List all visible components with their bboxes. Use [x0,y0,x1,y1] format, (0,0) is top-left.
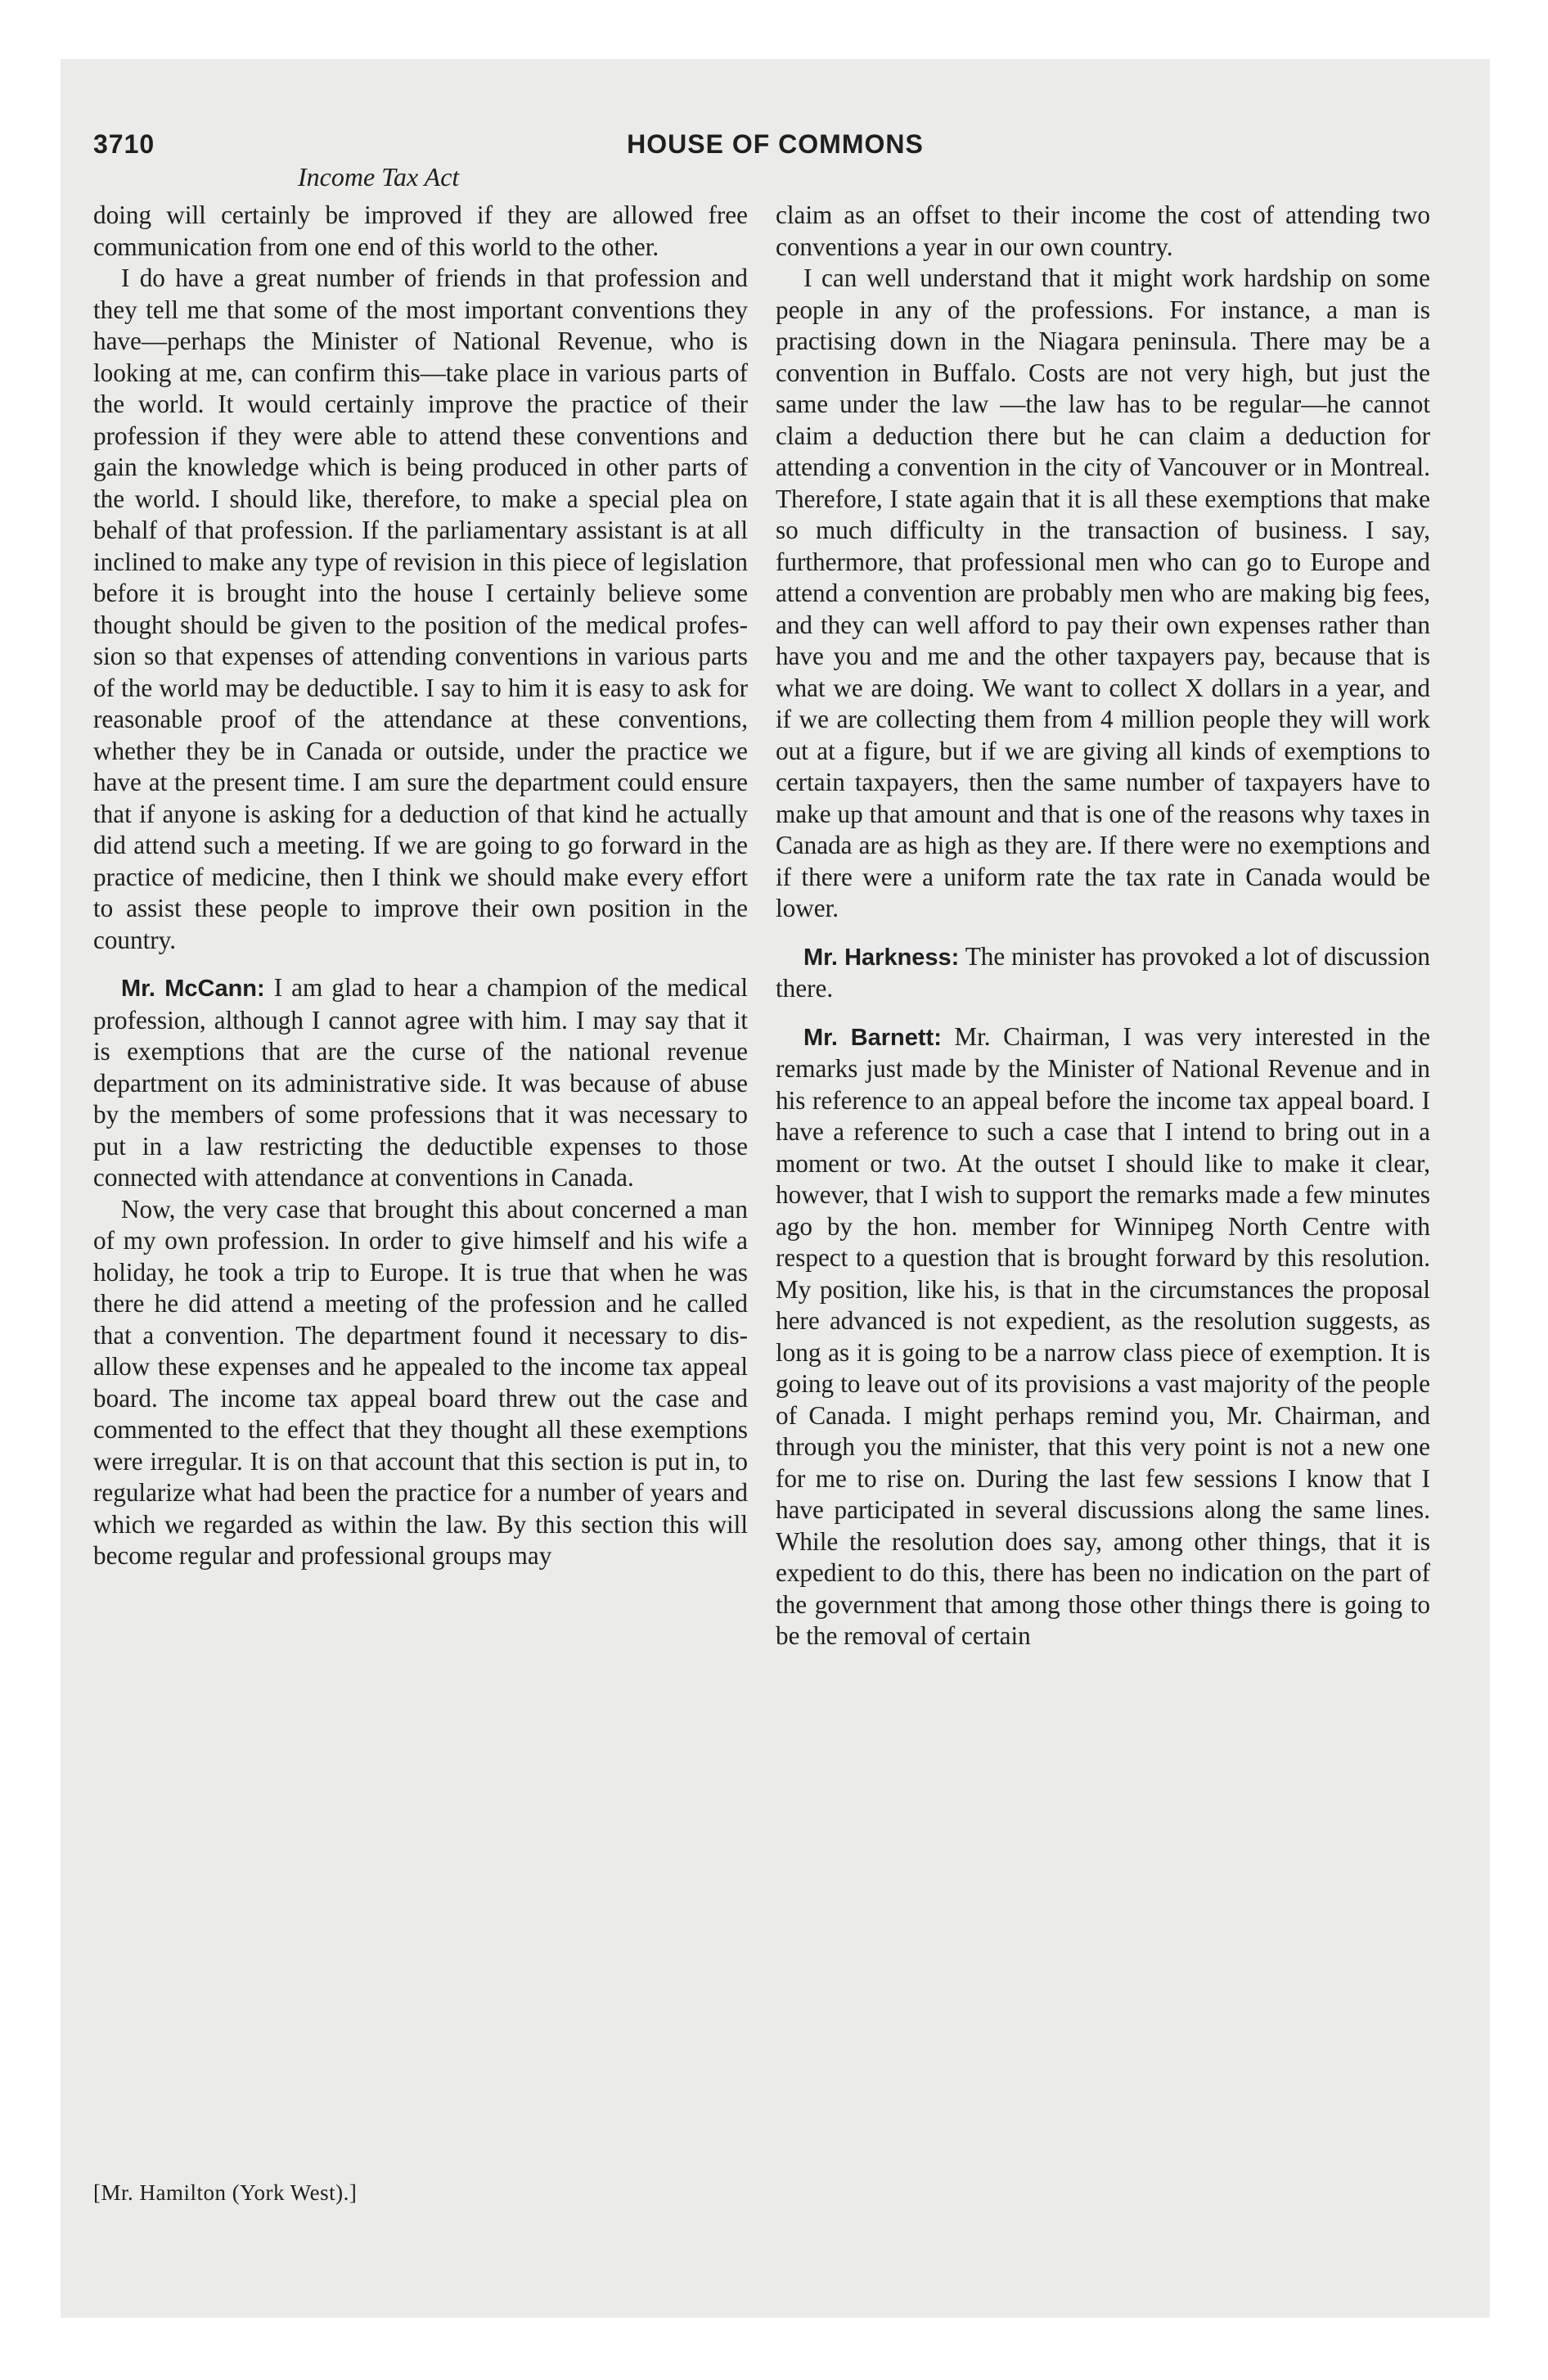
scanned-page [61,59,1490,2318]
speaker-attribution-footer: [Mr. Hamilton (York West).] [93,2180,358,2205]
speech-paragraph [93,972,748,1194]
speech-text: Mr. Chairman, I was very interested in the remarks just made by the Minister of National Revenue and in his reference to an appeal before the income tax appeal board. I have a reference to such a case that I intend to bring out in a moment or two. At the outset I should like to make it clear, however, that I wish to support the remarks made a few minutes ago by the hon. member for Winnipeg North Centre with respect to a question that is brought forward by this resolution. My position, like his, is that in the circumstances the proposal here advanced is not expedient, as the resolution suggests, as long as it is going to be a narrow class piece of exemption. It is going to leave out of its provisions a vast majority of the people of Canada. I might perhaps remind you, Mr. Chairman, and through you the minister, that this very point is not a new one for me to rise on. During the last few sessions I know that I have participated in several discussions along the same lines. While the resolution does say, among other things, that it is expedient to do this, there has been no indication on the part of the government that among those other things there is going to be the removal of certain [776,1021,1430,1650]
speech-text: The minister has provoked a lot of discussion there. [776,941,1430,1003]
paragraph: I do have a great number of friends in that profession and they tell me that some of the most important conventions they have—perhaps the Minister of National Revenue, who is looking at me, can confirm this—take place in various parts of the world. It would certainly improve the practice of their profession if they were able to attend these conventions and gain the knowledge which is being produced in other parts of the world. I should like, therefore, to make a special plea on behalf of that profession. If the parliamentary assistant is at all inclined to make any type of revision in this piece of legislation before it is brought into the house I certainly believe some thought should be given to the position of the medical profession so that expenses of attending conventions in various parts of the world may be deductible. I say to him it is easy to ask for reasonable proof of the attendance at these conventions, whether they be in Canada or outside, under the practice we have at the present time. I am sure the department could ensure that if anyone is asking for a deduction of that kind he actually did attend such a meeting. If we are going to go forward in the practice of medicine, then I think we should make every effort to assist these people to improve their own position in the country. [93,264,748,954]
right-column [776,200,1430,1652]
speaker-name: Mr. Barnett: [803,1024,942,1051]
paragraph: doing will certainly be improved if they are allowed free communication from one end of this world to the other. [93,201,748,261]
speaker-name: Mr. Harkness: [803,944,960,971]
speaker-name: Mr. McCann: [121,976,265,1002]
speech-paragraph [776,941,1430,1005]
page-subject: Income Tax Act [298,162,460,192]
paragraph: Now, the very case that brought this about concerned a man of my own profession. In order to give himself and his wife a holiday, he took a trip to Europe. It is true that when he was there he did attend a meeting of the profession and he called that a convention. The department found it necessary to disallow these expenses and he appealed to the income tax appeal board. The income tax appeal board threw out the case and commented to the effect that they thought all these exemptions were irregular. It is on that account that this section is put in, to regularize what had been the practice for a number of years and which we regarded as within the law. By this section this will become regular and professional groups may [93,1194,748,1570]
speech-paragraph [776,1021,1430,1652]
paragraph: claim as an offset to their income the cost of attending two conventions a year in our own country. [776,201,1430,261]
running-title: HOUSE OF COMMONS [627,129,924,159]
page-number: 3710 [93,129,155,159]
speech-text: I am glad to hear a champion of the medical profession, although I cannot agree with him. I may say that it is exemptions that are the curse of the national revenue department on its administrative side. It was because of abuse by the members of some professions that it was necessary to put in a law restricting the deductible expenses to those connected with attendance at conventions in Canada. [93,973,748,1192]
paragraph: I can well understand that it might work hardship on some people in any of the professions. For instance, a man is practising down in the Niagara peninsula. There may be a convention in Buffalo. Costs are not very high, but just the same under the law —the law has to be regular—he cannot claim a deduction there but he can claim a deduction for attending a convention in the city of Vancouver or in Montreal. Therefore, I state again that it is all these exemptions that make so much difficulty in the transaction of business. I say, furthermore, that professional men who can go to Europe and attend a convention are probably men who are making big fees, and they can well afford to pay their own expenses rather than have you and me and the other taxpayers pay, because that is what we are doing. We want to collect X dollars in a year, and if we are collecting them from 4 million people they will work out at a figure, but if we are giving all kinds of exemptions to certain taxpayers, then the same number of taxpayers have to make up that amount and that is one of the reasons why taxes in Canada are as high as they are. If there were no exemptions and if there were a uniform rate the tax rate in Canada would be lower. [776,264,1430,922]
left-column [93,200,748,1572]
